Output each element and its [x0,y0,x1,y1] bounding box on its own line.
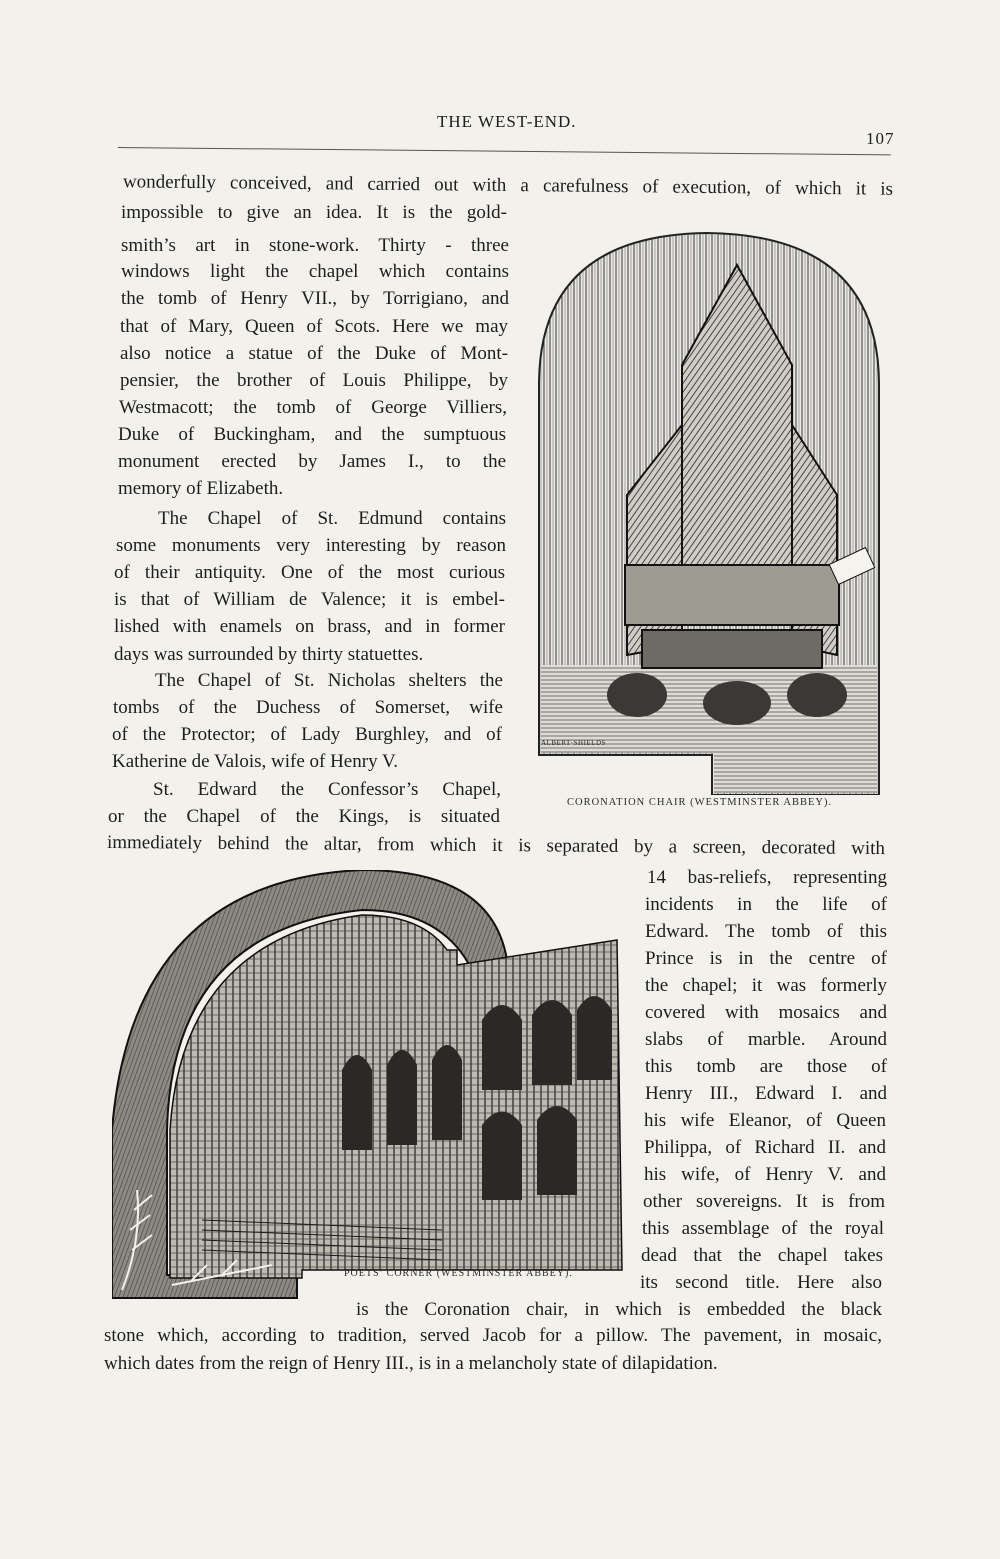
text-line: lished with enamels on brass, and in former [114,616,505,637]
text-line: some monuments very interesting by reason [116,535,506,556]
text-line: Duke of Buckingham, and the sumptuous [118,424,506,445]
text-line: memory of Elizabeth. [118,478,284,499]
text-line: tombs of the Duchess of Somerset, wife [113,697,503,718]
text-line: which dates from the reign of Henry III., is in a melancholy state of dilapidation. [104,1353,718,1374]
text-line: his wife, of Henry V. and [644,1164,886,1185]
text-line: impossible to give an idea. It is the gold- [121,202,507,223]
text-line: other sovereigns. It is from [643,1191,885,1212]
page-number: 107 [866,129,895,148]
text-line: is the Coronation chair, in which is embedded the black [356,1299,882,1320]
text-line: also notice a statue of the Duke of Mont- [120,343,508,364]
text-line: The Chapel of St. Nicholas shelters the [155,670,503,691]
text-line: windows light the chapel which contains [121,261,509,282]
running-title: THE WEST-END. [437,112,577,131]
text-line: days was surrounded by thirty statuettes. [114,644,424,665]
text-line: this assemblage of the royal [642,1218,884,1239]
poets-corner-caption: POETS’ CORNER (WESTMINSTER ABBEY). [344,1268,573,1279]
text-line: the chapel; it was formerly [645,975,887,996]
text-line: Philippa, of Richard II. and [644,1137,886,1158]
text-line: his wife Eleanor, of Queen [644,1110,886,1131]
text-line: smith’s art in stone-work. Thirty - three [121,235,509,256]
text-line: that of Mary, Queen of Scots. Here we may [120,316,508,337]
coronation-chair-caption: CORONATION CHAIR (WESTMINSTER ABBEY). [567,797,833,808]
text-line: Westmacott; the tomb of George Villiers, [119,397,507,418]
text-line: this tomb are those of [645,1056,887,1077]
text-line: Katherine de Valois, wife of Henry V. [112,751,398,772]
text-line: of the Protector; of Lady Burghley, and of [112,724,502,745]
text-line: 14 bas-reliefs, representing [647,867,887,888]
text-line: slabs of marble. Around [645,1029,887,1050]
text-line: Edward. The tomb of this [645,921,887,942]
text-line: covered with mosaics and [645,1002,887,1023]
text-line: pensier, the brother of Louis Philippe, by [120,370,508,391]
text-line: Prince is in the centre of [645,948,887,969]
text-line: dead that the chapel takes [641,1245,883,1266]
text-line: Henry III., Edward I. and [645,1083,887,1104]
poets-corner-figure [112,870,632,1300]
text-line: wonderfully conceived, and carried out with a carefulness of execution, of which it is [122,171,894,200]
text-line: its second title. Here also [640,1272,882,1293]
header-rule [118,147,891,155]
text-line: immediately behind the altar, from which it is separated by a screen, decorated with [106,831,886,860]
text-line: The Chapel of St. Edmund contains [158,508,506,529]
coronation-chair-figure [537,225,882,808]
text-line: or the Chapel of the Kings, is situated [108,806,500,827]
text-line: of their antiquity. One of the most curious [114,562,505,583]
engraver-signature: ALBERT·SHIELDS [541,739,606,747]
coronation-chair-engraving [537,225,882,795]
text-line: monument erected by James I., to the [118,451,506,472]
text-line: is that of William de Valence; it is embel- [114,589,505,610]
text-line: the tomb of Henry VII., by Torrigiano, and [121,288,509,309]
poets-corner-engraving [112,870,632,1300]
text-line: stone which, according to tradition, served Jacob for a pillow. The pavement, in mosaic, [104,1325,882,1346]
text-line: incidents in the life of [645,894,887,915]
text-line: St. Edward the Confessor’s Chapel, [153,779,501,800]
